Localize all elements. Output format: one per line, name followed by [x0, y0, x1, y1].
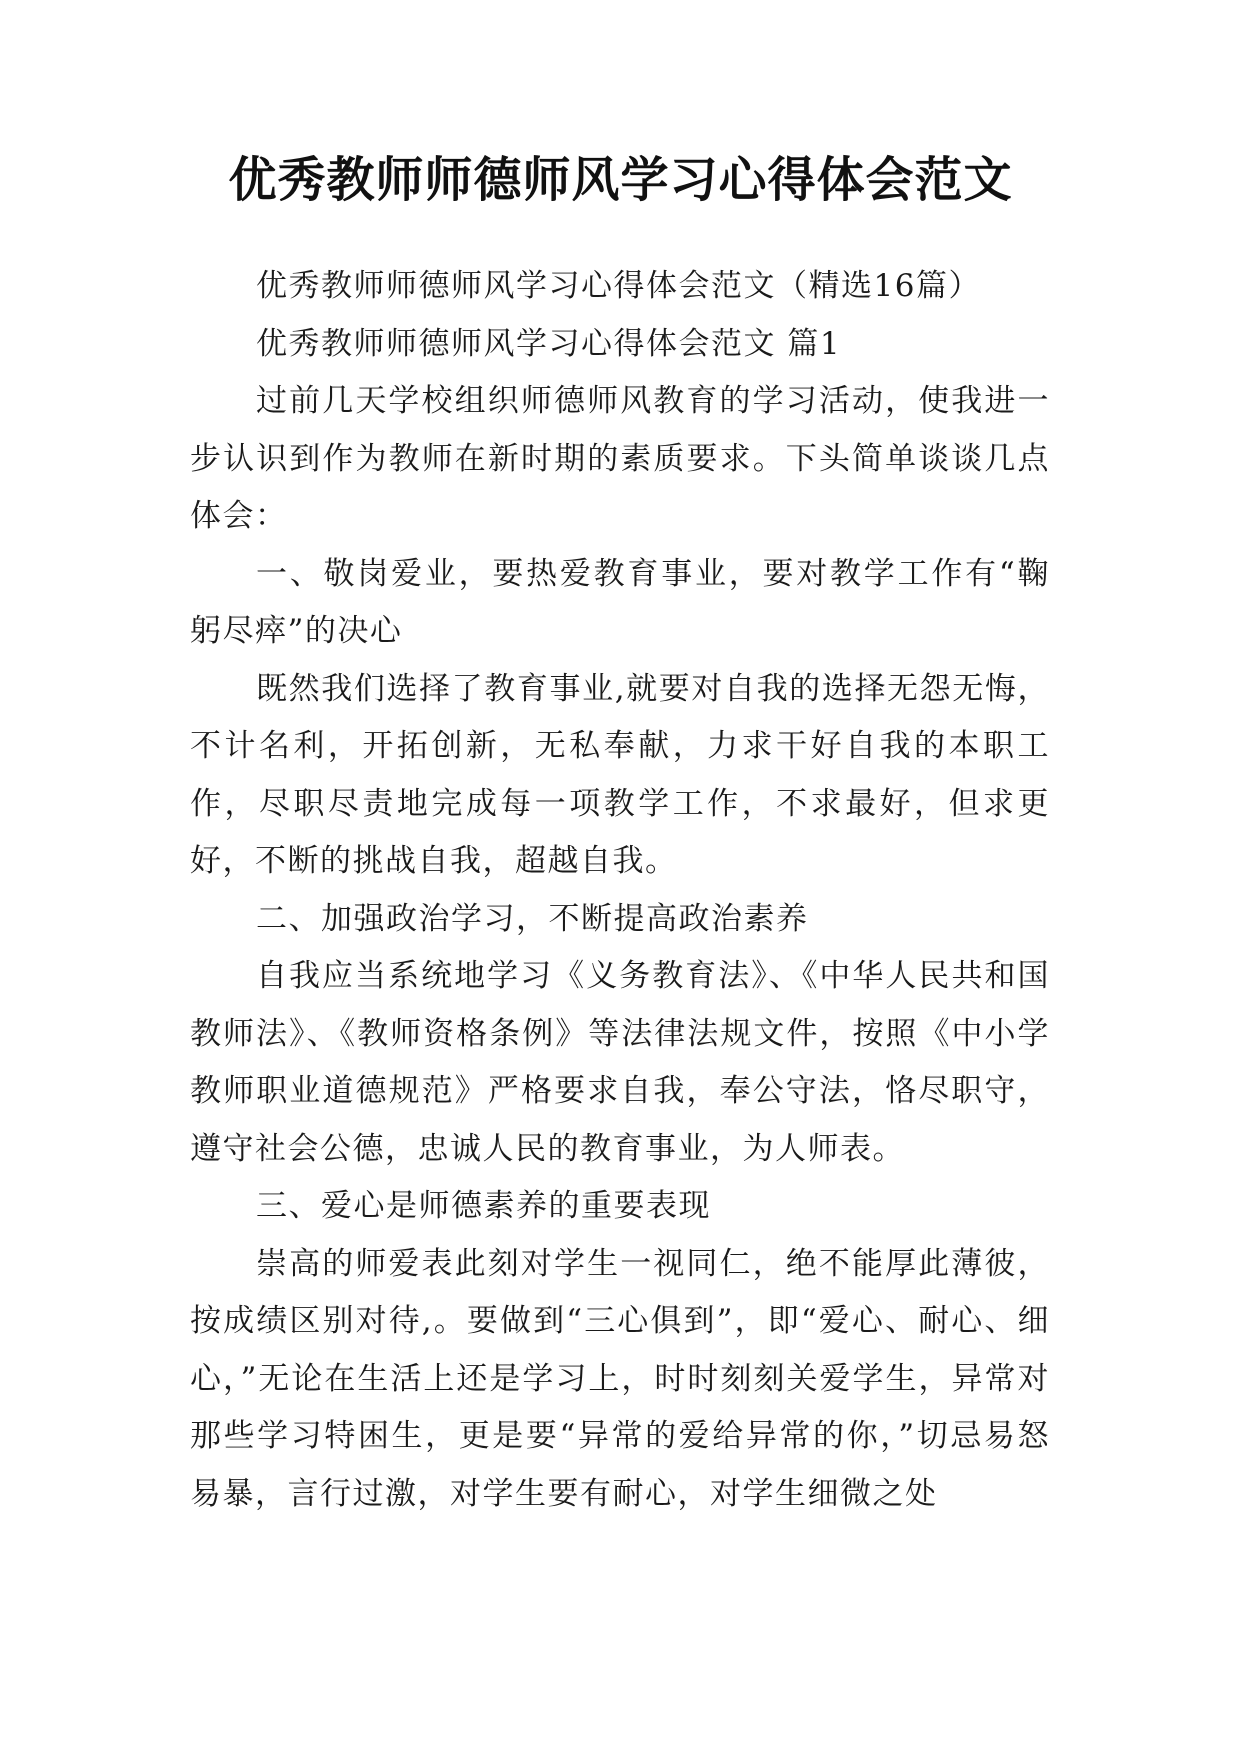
paragraph-point-3-heading: 三、爱心是师德素养的重要表现 — [256, 1188, 711, 1224]
paragraph-point-2-body: 自我应当系统地学习《义务教育法》、《中华人民共和国教师法》、《教师资格条例》等法律法规文件，按照《中小学教师职业道德规范》严格要求自我，奉公守法，恪尽职守，遵守社会公德，忠诚人民的教育事业，为人师表。 — [190, 958, 1050, 1167]
paragraph-subtitle: 优秀教师师德师风学习心得体会范文（精选16篇） — [256, 268, 981, 304]
paragraph-point-1-heading: 一、敬岗爱业，要热爱教育事业，要对教学工作有“鞠躬尽瘁”的决心 — [190, 555, 1050, 649]
paragraph-point-3-body: 崇高的师爱表此刻对学生一视同仁，绝不能厚此薄彼，按成绩区别对待,。要做到“三心俱到”，即“爱心、耐心、细心，”无论在生活上还是学习上，时时刻刻关爱学生，异常对那些学习特困生，更是要“异常的爱给异常的你，”切忌易怒易暴，言行过激，对学生要有耐心，对学生细微之处 — [190, 1245, 1050, 1512]
paragraph-point-1-body: 既然我们选择了教育事业,就要对自我的选择无怨无悔，不计名利，开拓创新，无私奉献，力求干好自我的本职工作，尽职尽责地完成每一项教学工作，不求最好，但求更好，不断的挑战自我，超越自我。 — [190, 670, 1050, 879]
document-title: 优秀教师师德师风学习心得体会范文 — [228, 152, 1013, 208]
paragraph-section-heading: 优秀教师师德师风学习心得体会范文 篇1 — [256, 325, 842, 362]
document-body — [190, 258, 1050, 1523]
paragraph-point-2-heading: 二、加强政治学习，不断提高政治素养 — [256, 900, 809, 937]
paragraph-intro: 过前几天学校组织师德师风教育的学习活动，使我进一步认识到作为教师在新时期的素质要求。下头简单谈谈几点体会： — [190, 383, 1050, 534]
